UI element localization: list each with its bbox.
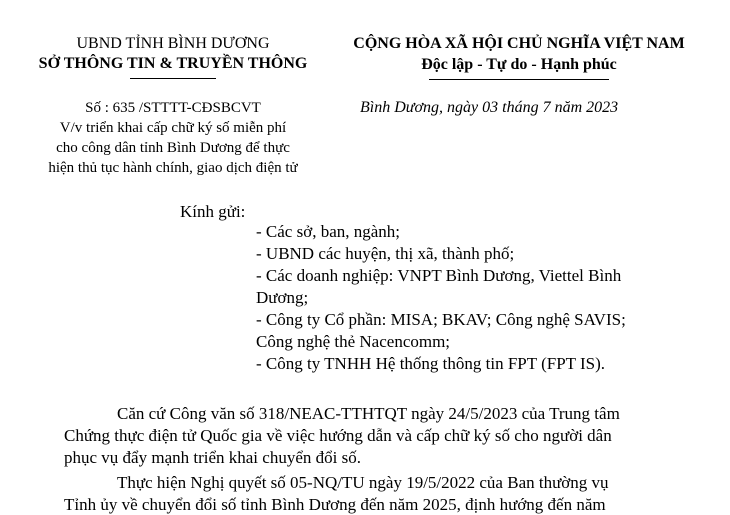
recipient-line: Công nghệ thẻ Nacencomm; <box>256 332 451 351</box>
recipient-line: - Công ty TNHH Hệ thống thông tin FPT (FPT IS). <box>256 354 606 373</box>
motto-underline <box>429 79 609 80</box>
body-paragraph-line: phục vụ đẩy mạnh triển khai chuyển đổi số. <box>64 448 361 467</box>
issuer-department: SỞ THÔNG TIN & TRUYỀN THÔNG <box>38 55 308 72</box>
greeting: Kính gửi: <box>180 202 246 221</box>
recipient-line: - Các doanh nghiệp: VNPT Bình Dương, Viettel Bình <box>256 266 622 285</box>
issuer-parent-org: UBND TỈNH BÌNH DƯƠNG <box>76 35 270 52</box>
recipient-line: Dương; <box>256 288 309 307</box>
issuer-underline <box>130 78 216 79</box>
body-paragraph-line: Tỉnh ủy về chuyển đổi số tỉnh Bình Dương đến năm 2025, định hướng đến năm <box>64 495 606 514</box>
issue-date: Bình Dương, ngày 03 tháng 7 năm 2023 <box>360 99 619 116</box>
document-number: Số : 635 /STTTT-CĐSBCVT <box>85 100 261 116</box>
body-paragraph-line: Thực hiện Nghị quyết số 05-NQ/TU ngày 19/5/2022 của Ban thường vụ <box>117 473 609 492</box>
subject-line: cho công dân tỉnh Bình Dương để thực <box>56 140 290 156</box>
body-paragraph-line: Chứng thực điện tử Quốc gia về việc hướng dẫn và cấp chữ ký số cho người dân <box>64 426 612 445</box>
body-paragraph-line: Căn cứ Công văn số 318/NEAC-TTHTQT ngày 24/5/2023 của Trung tâm <box>117 404 620 423</box>
national-title: CỘNG HÒA XÃ HỘI CHỦ NGHĨA VIỆT NAM <box>353 35 685 52</box>
recipient-line: - UBND các huyện, thị xã, thành phố; <box>256 244 515 263</box>
subject-line: hiện thủ tục hành chính, giao dịch điện tử <box>48 160 298 176</box>
national-motto: Độc lập - Tự do - Hạnh phúc <box>421 56 617 73</box>
recipient-line: - Công ty Cổ phần: MISA; BKAV; Công nghệ SAVIS; <box>256 310 626 329</box>
recipient-line: - Các sở, ban, ngành; <box>256 222 401 241</box>
subject-line: V/v triển khai cấp chữ ký số miễn phí <box>59 120 287 136</box>
